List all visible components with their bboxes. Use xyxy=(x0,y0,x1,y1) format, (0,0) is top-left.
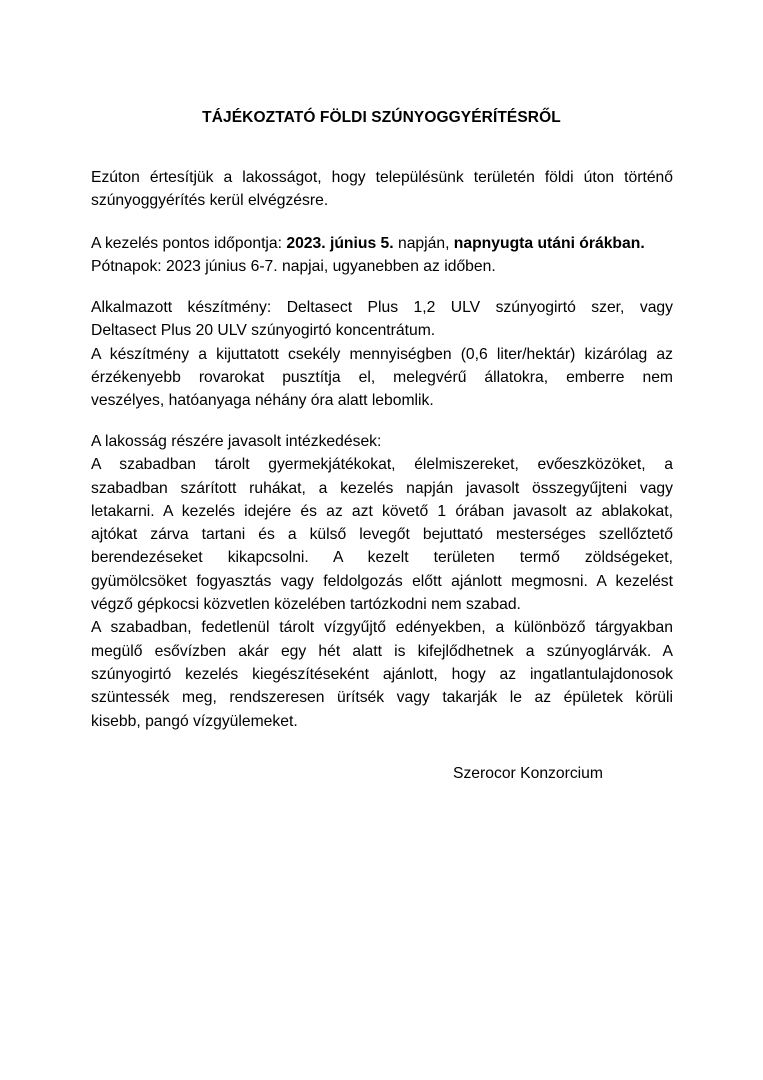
measures-line: ajtókat zárva tartani és a külső levegőt bejuttató mesterséges szellőztető xyxy=(91,526,673,544)
signature: Szerocor Konzorcium xyxy=(453,765,603,782)
intro-line: szúnyoggyérítés kerül elvégzésre. xyxy=(91,192,329,210)
product-line: Deltasect Plus 20 ULV szúnyogirtó koncentrátum. xyxy=(91,322,436,340)
schedule-line xyxy=(91,232,673,255)
product-line: A készítmény a kijuttatott csekély mennyiségben (0,6 liter/hektár) kizárólag az xyxy=(91,345,673,363)
measures-line: gyümölcsöket fogyasztás vagy feldolgozás előtt ajánlott megmosni. A kezelést xyxy=(91,572,673,590)
measures-line: szüntessék meg, rendszeresen ürítsék vagy takarják le az épületek körüli xyxy=(91,689,673,707)
measures-line: letakarni. A kezelés idejére és az azt követő 1 órában javasolt az ablakokat, xyxy=(91,502,673,520)
product-line: érzékenyebb rovarokat pusztítja el, melegvérű állatokra, emberre nem xyxy=(91,368,673,386)
schedule-paragraph xyxy=(91,232,673,279)
intro-paragraph xyxy=(91,166,673,213)
product-line: veszélyes, hatóanyaga néhány óra alatt lebomlik. xyxy=(91,392,434,410)
document-title: TÁJÉKOZTATÓ FÖLDI SZÚNYOGGYÉRÍTÉSRŐL xyxy=(202,109,561,126)
treatment-date: 2023. június 5. xyxy=(286,235,394,252)
treatment-time: napnyugta utáni órákban. xyxy=(453,235,645,252)
measures-section xyxy=(91,430,673,733)
measures-line: A szabadban, fedetlenül tárolt vízgyűjtő edényekben, a különböző tárgyakban xyxy=(91,619,673,637)
product-line: Alkalmazott készítmény: Deltasect Plus 1,2 ULV szúnyogirtó szer, vagy xyxy=(91,299,673,316)
measures-line: megülő esővízben akár egy hét alatt is kifejlődhetnek a szúnyoglárvák. A xyxy=(91,642,673,660)
product-paragraph xyxy=(91,296,673,412)
measures-line: berendezéseket kikapcsolni. A kezelt területen termő zöldségeket, xyxy=(91,549,673,567)
measures-line: A szabadban tárolt gyermekjátékokat, élelmiszereket, evőeszközöket, a xyxy=(91,456,673,474)
measures-line: végző gépkocsi közvetlen közelében tartózkodni nem szabad. xyxy=(91,596,521,614)
measures-heading: A lakosság részére javasolt intézkedések: xyxy=(91,433,382,450)
measures-line: szúnyogirtó kezelés kiegészítéseként ajánlott, hogy az ingatlantulajdonosok xyxy=(91,665,673,683)
backup-days: Pótnapok: 2023 június 6-7. napjai, ugyanebben az időben. xyxy=(91,258,496,276)
measures-line: kisebb, pangó vízgyülemeket. xyxy=(91,712,298,730)
intro-line: Ezúton értesítjük a lakosságot, hogy településünk területén földi úton történő xyxy=(91,169,673,186)
measures-line: szabadban szárított ruhákat, a kezelés napján javasolt összegyűjteni vagy xyxy=(91,479,673,497)
schedule-middle: napján, xyxy=(393,235,454,252)
schedule-prefix: A kezelés pontos időpontja: xyxy=(91,235,287,252)
